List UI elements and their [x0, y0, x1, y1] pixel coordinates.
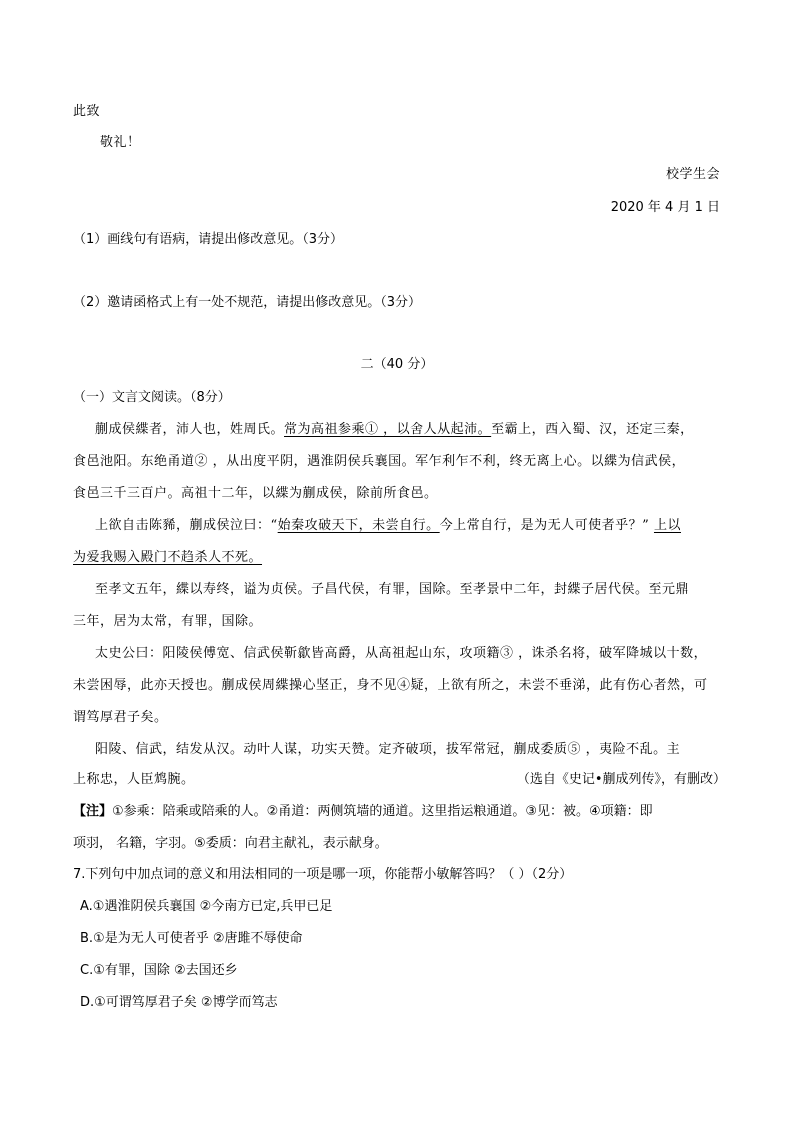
notes-line: 项羽， 名籍，字羽。⑤委质：向君主献礼，表示献身。	[73, 836, 388, 851]
passage-line: 蒯成侯緤者，沛人也，姓周氏。常为高祖参乘① ，以舍人从起沛。至霸上，西入蜀、汉，还定三秦，	[95, 422, 694, 437]
passage-line: 食邑三千三百户。高祖十二年，以緤为蒯成侯，除前所食邑。	[73, 486, 438, 501]
question-1: （1）画线句有语病，请提出修改意见。（3分）	[73, 232, 344, 247]
underlined-sentence: 为爱我赐入殿门不趋杀人不死。	[73, 550, 263, 565]
question-7-stem: 7.下列句中加点词的意义和用法相同的一项是哪一项，你能帮小敏解答吗？（ ）（2分）	[73, 867, 573, 882]
underlined-sentence: 始秦攻破天下，未尝自行。	[277, 518, 440, 533]
notes-line: 【注】①参乘：陪乘或陪乘的人。②甬道：两侧筑墙的通道。这里指运粮通道。③见：被。④项籍：即	[73, 804, 653, 819]
closing-line-1: 此致	[73, 104, 101, 119]
passage-line: 未尝困辱，此亦天授也。蒯成侯周緤操心坚正，身不见④疑，上欲有所之，未尝不垂涕，此有伤心者然，可	[73, 678, 708, 693]
passage-source: （选自《史记•蒯成列传》，有删改）	[516, 772, 726, 787]
section-title: 二（40 分）	[360, 357, 434, 372]
option-a: A.①遇淮阴侯兵襄国 ②今南方已定,兵甲已足	[80, 899, 333, 914]
passage-line: 上欲自击陈豨，蒯成侯泣曰：“始秦攻破天下，未尝自行。今上常自行，是为无人可使者乎？” 上以	[95, 518, 681, 533]
passage-line: 食邑池阳。东绝甬道② ，从出度平阴，遇淮阴侯兵襄国。军乍利乍不利，终无离上心。以緤为信武侯，	[73, 454, 686, 469]
letter-date: 2020 年 4 月 1 日	[610, 200, 720, 215]
underlined-sentence: 上以	[653, 518, 681, 533]
passage-line: 三年，居为太常，有罪，国除。	[73, 614, 263, 629]
option-b: B.①是为无人可使者乎 ②唐雎不辱使命	[80, 931, 303, 946]
section-subtitle: （一）文言文阅读。（8分）	[73, 390, 231, 405]
question-2: （2）邀请函格式上有一处不规范，请提出修改意见。（3分）	[73, 295, 422, 310]
option-d: D.①可谓笃厚君子矣 ②博学而笃志	[80, 995, 278, 1010]
passage-line: 谓笃厚君子矣。	[73, 710, 168, 725]
passage-line: 上称忠，人臣鸩腕。	[73, 772, 195, 787]
passage-line: 太史公曰：阳陵侯傅宽、信武侯靳歙皆高爵，从高祖起山东，攻项籍③ ，诛杀名将，破军降城以十数，	[95, 646, 708, 661]
notes-label: 【注】	[73, 804, 113, 819]
signature: 校学生会	[665, 167, 720, 182]
closing-line-2: 敬礼！	[100, 135, 141, 150]
passage-line: 至孝文五年，緤以寿终，谥为贞侯。子昌代侯，有罪，国除。至孝景中二年，封緤子居代侯。至元鼎	[95, 582, 690, 597]
underlined-sentence: 常为高祖参乘① ，以舍人从起沛。	[284, 422, 492, 437]
option-c: C.①有罪，国除 ②去国还乡	[80, 963, 238, 978]
passage-line: 阳陵、信武，结发从汉。动叶人谋，功实天赞。定齐破项，拔军常冠，蒯成委质⑤ ，夷险不乱。主	[95, 742, 681, 757]
